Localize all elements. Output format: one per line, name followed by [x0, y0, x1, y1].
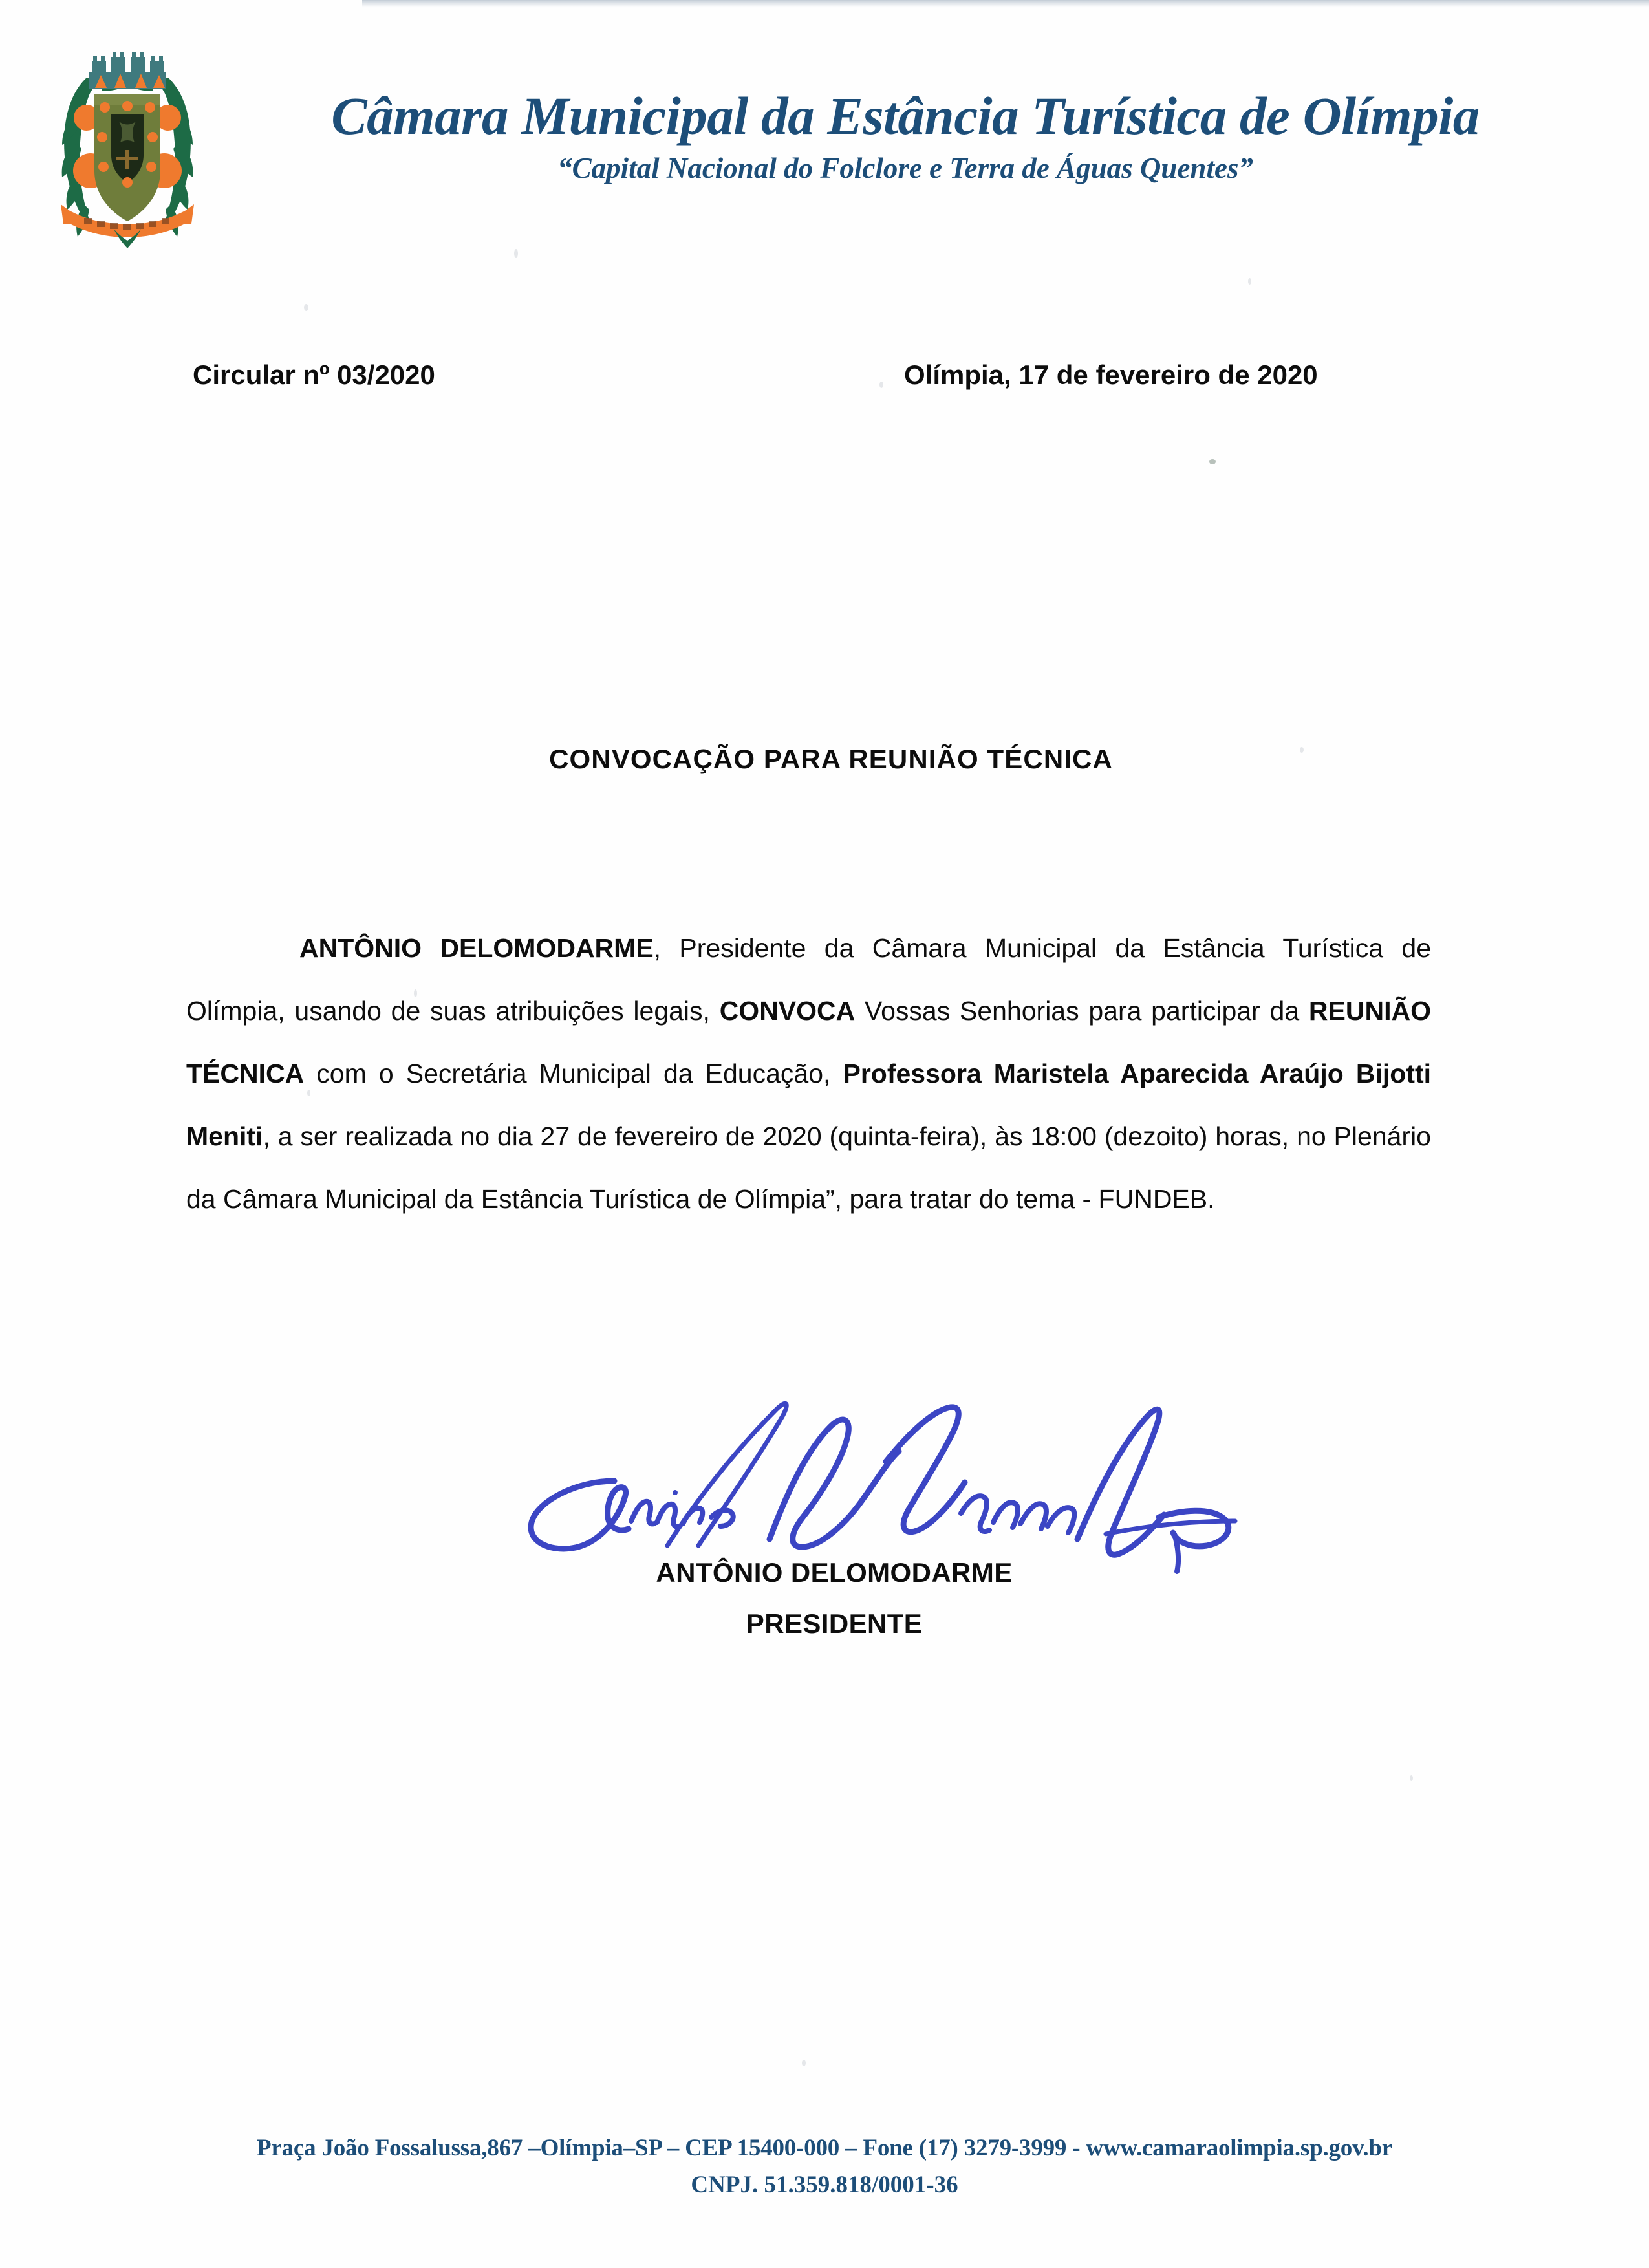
organization-title: Câmara Municipal da Estância Turística de Olímpia: [331, 86, 1480, 146]
signer-name: ANTÔNIO DELOMODARME: [656, 1557, 1013, 1588]
letterhead: [0, 18, 1649, 238]
scan-speck: [1209, 459, 1216, 464]
body-meeting-name: REUNIÃO TÉCNICA: [186, 996, 1431, 1088]
signer-role: PRESIDENTE: [746, 1608, 923, 1639]
place-and-date: Olímpia, 17 de fevereiro de 2020: [904, 360, 1318, 390]
handwritten-signature-icon: [498, 1384, 1293, 1578]
letterhead-text: [272, 88, 1539, 185]
footer-address: Praça João Fossalussa,867 –Olímpia–SP – CEP 15400-000 – Fone (17) 3279-3999 - www.camaraolimpia.sp.gov.br: [256, 2135, 1393, 2161]
scan-speck: [1248, 278, 1251, 285]
scan-speck: [802, 2060, 806, 2066]
organization-motto: “Capital Nacional do Folclore e Terra de Águas Quentes”: [557, 152, 1253, 185]
scan-speck: [1410, 1775, 1413, 1781]
coat-of-arms-icon: [47, 35, 208, 248]
page-footer: [0, 2134, 1649, 2199]
scan-speck: [514, 249, 518, 258]
document-body: [186, 917, 1431, 1231]
body-convoca-emphasis: CONVOCA: [719, 996, 856, 1026]
page-title: CONVOCAÇÃO PARA REUNIÃO TÉCNICA: [549, 744, 1113, 775]
body-seg-after-name: , Presidente da Câmara Municipal da Estância Turística de Olímpia, usando de suas atribuições legais,: [186, 933, 1431, 1026]
scan-speck: [304, 304, 308, 311]
footer-cnpj: CNPJ. 51.359.818/0001-36: [691, 2172, 958, 2198]
scan-edge-artifact-fade: [362, 5, 1649, 8]
document-meta-row: [0, 360, 1649, 398]
body-seg-after-meeting: com o Secretária Municipal da Educação,: [304, 1059, 843, 1088]
body-signer-name: ANTÔNIO DELOMODARME: [299, 933, 654, 963]
body-secretary-name: Professora Maristela Aparecida Araújo Bijotti Meniti: [186, 1059, 1432, 1151]
circular-number: Circular nº 03/2020: [193, 360, 435, 390]
body-seg-after-convoca: Vossas Senhorias para participar da: [855, 996, 1309, 1026]
body-seg-tail: , a ser realizada no dia 27 de fevereiro de 2020 (quinta-feira), às 18:00 (dezoito) horas, no Plenário da Câmara Municipal da Estância Turística de Olímpia”, para tratar do tema - FUNDEB.: [186, 1121, 1431, 1214]
